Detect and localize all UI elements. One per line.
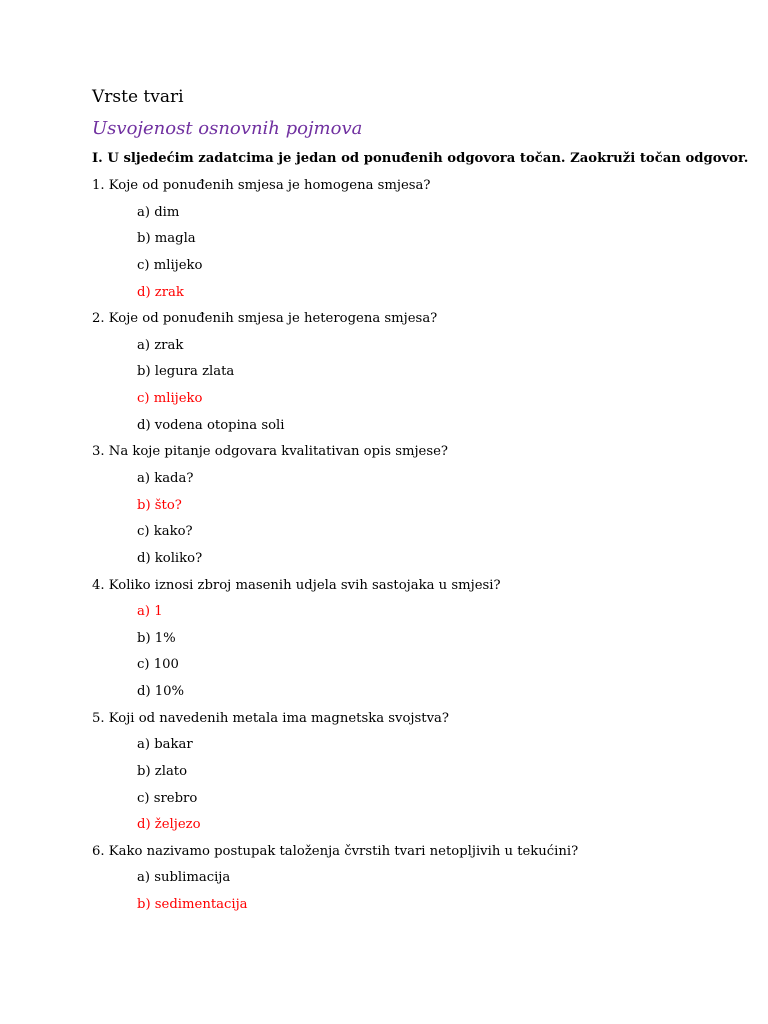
answer-option: d) koliko? [137, 551, 203, 566]
answer-option: b) legura zlata [137, 364, 235, 379]
question-3: 3. Na koje pitanje odgovara kvalitativan opis smjese? [92, 444, 448, 459]
answer-option: d) vodena otopina soli [137, 418, 285, 433]
answer-option: b) magla [137, 231, 196, 246]
instruction-text: I. U sljedećim zadatcima je jedan od ponuđenih odgovora točan. Zaokruži točan odgovor. [92, 151, 749, 166]
answer-option: a) kada? [137, 471, 194, 486]
answer-option: c) 100 [137, 657, 179, 672]
correct-answer-option: b) što? [137, 498, 182, 513]
question-6: 6. Kako nazivamo postupak taloženja čvrstih tvari netopljivih u tekućini? [92, 844, 579, 859]
answer-option: d) 10% [137, 684, 185, 699]
answer-option: c) srebro [137, 791, 198, 806]
answer-option: b) zlato [137, 764, 188, 779]
correct-answer-option: a) 1 [137, 604, 163, 619]
answer-option: a) bakar [137, 737, 193, 752]
answer-option: a) sublimacija [137, 870, 231, 885]
document-subtitle: Usvojenost osnovnih pojmova [92, 118, 363, 139]
answer-option: a) zrak [137, 338, 184, 353]
correct-answer-option: c) mlijeko [137, 391, 203, 406]
question-4: 4. Koliko iznosi zbroj masenih udjela svih sastojaka u smjesi? [92, 578, 501, 593]
answer-option: a) dim [137, 205, 180, 220]
correct-answer-option: b) sedimentacija [137, 897, 248, 912]
answer-option: b) 1% [137, 631, 176, 646]
question-5: 5. Koji od navedenih metala ima magnetska svojstva? [92, 711, 449, 726]
correct-answer-option: d) željezo [137, 817, 201, 832]
answer-option: c) kako? [137, 524, 193, 539]
question-1: 1. Koje od ponuđenih smjesa je homogena smjesa? [92, 178, 431, 193]
answer-option: c) mlijeko [137, 258, 203, 273]
question-2: 2. Koje od ponuđenih smjesa je heterogena smjesa? [92, 311, 438, 326]
document-title: Vrste tvari [92, 87, 184, 107]
correct-answer-option: d) zrak [137, 285, 184, 300]
